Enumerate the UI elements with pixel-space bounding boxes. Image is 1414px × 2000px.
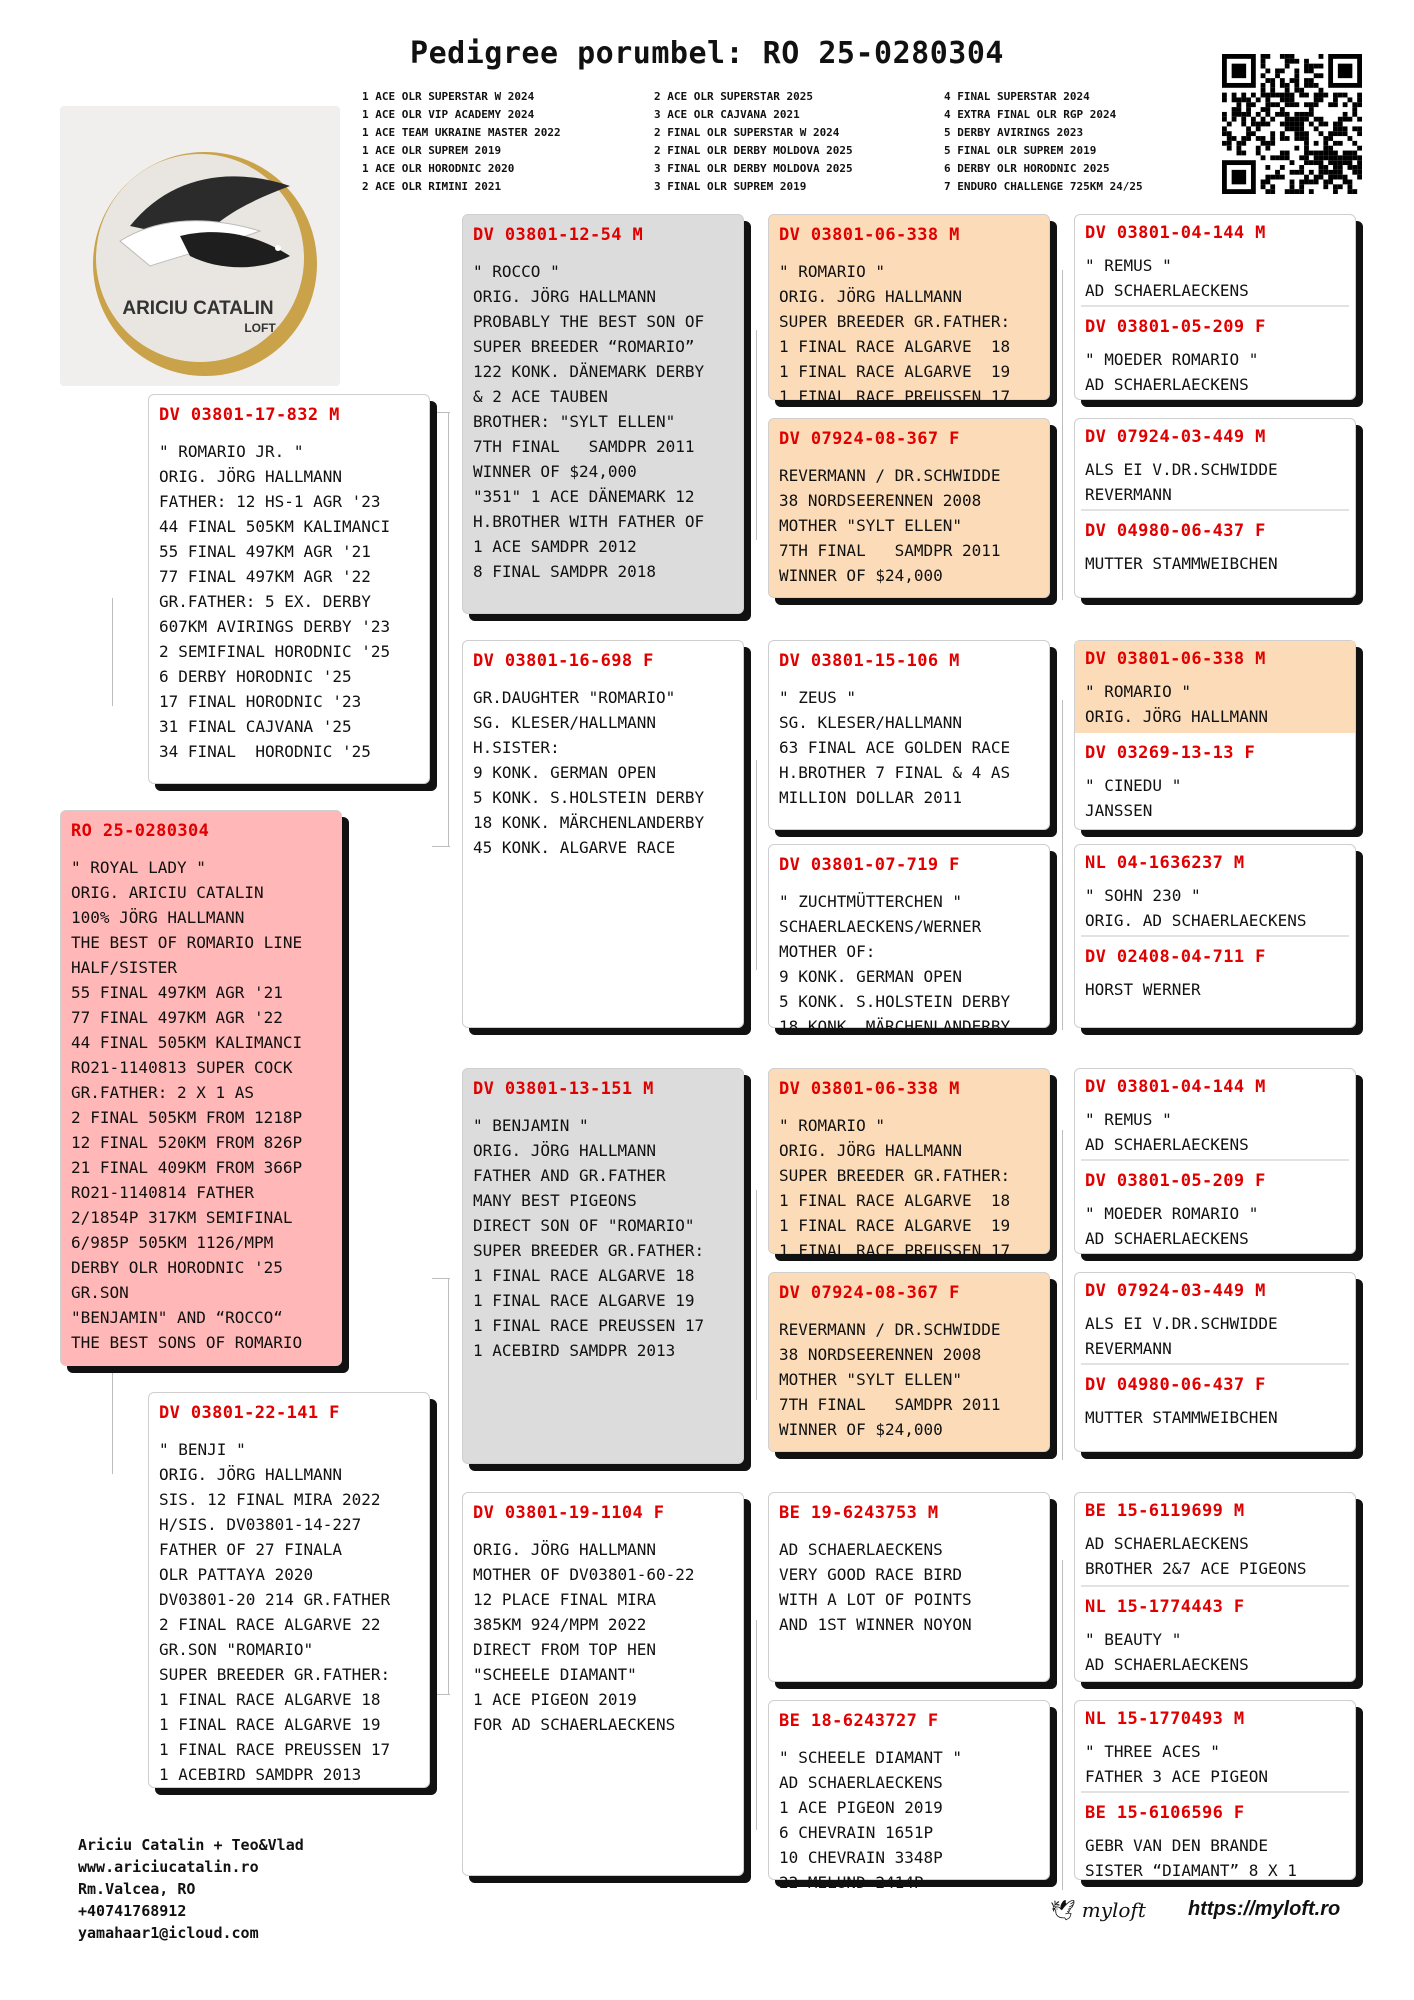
footer-link[interactable]: https://myloft.ro — [1188, 1898, 1341, 1920]
ring-number: NL 04-1636237 M — [1085, 853, 1245, 873]
divider — [1081, 509, 1349, 511]
connector — [432, 1694, 450, 1695]
pigeon-description: " ROMARIO " ORIG. JÖRG HALLMANN SUPER BREEDER GR.FATHER: 1 FINAL RACE ALGARVE 18 1 FINAL RACE ALGARVE 19 1 FINAL RACE PREUSSEN 17 — [779, 1116, 1011, 1260]
ancestor-pair-card[interactable] — [1074, 214, 1356, 400]
ring-number: DV 03801-06-338 M — [1085, 649, 1266, 669]
ring-number: DV 07924-08-367 F — [779, 1283, 960, 1303]
great-grandparent-card[interactable] — [768, 1492, 1050, 1682]
ring-number: DV 07924-08-367 F — [779, 429, 960, 449]
connector — [1062, 1130, 1063, 1460]
great-grandparent-card[interactable] — [768, 1068, 1050, 1260]
ring-number: RO 25-0280304 — [71, 821, 210, 841]
contact-info — [78, 1834, 304, 1944]
pigeon-description: " ROMARIO " ORIG. JÖRG HALLMANN SUPER BREEDER GR.FATHER: 1 FINAL RACE ALGARVE 18 1 FINAL RACE ALGARVE 19 1 FINAL RACE PREUSSEN 17 — [779, 262, 1011, 406]
results-column-3 — [944, 88, 1143, 196]
pigeon-description: " REMUS " AD SCHAERLAECKENS — [1085, 1110, 1249, 1154]
pigeon-description: " REMUS " AD SCHAERLAECKENS — [1085, 256, 1249, 300]
location: Rm.Valcea, RO — [78, 1880, 196, 1898]
pigeon-description: GEBR VAN DEN BRANDE SISTER “DIAMANT” 8 X 1 — [1085, 1836, 1297, 1880]
pigeon-description: " ROYAL LADY " ORIG. ARICIU CATALIN 100% JÖRG HALLMANN THE BEST OF ROMARIO LINE HALF/SISTER 55 FINAL 497KM AGR '21 77 FINAL 497KM AGR '22 44 FINAL 505KM KALIMANCI RO21-1140813 SUPER COCK GR.FATHER: 2 X 1 AS 2 FINAL 505KM FROM 1218P 12 FINAL 520KM FROM 826P 21 FINAL 409KM FROM 366P RO21-1140814 FATHER 2/1854P 317KM SEMIFINAL 6/985P 505KM 1126/MPM DERBY OLR HORODNIC '25 GR.SON "BENJAMIN" AND “ROCCO“ THE BEST SONS OF ROMARIO — [71, 858, 303, 1352]
ring-number: DV 03801-06-338 M — [779, 1079, 960, 1099]
pigeon-description: " SCHEELE DIAMANT " AD SCHAERLAECKENS 1 ACE PIGEON 2019 6 CHEVRAIN 1651P 10 CHEVRAIN 3348P 22 MELUND 2414P — [779, 1748, 963, 1892]
ring-number: DV 04980-06-437 F — [1085, 1375, 1266, 1395]
result-item: 2 FINAL OLR SUPERSTAR W 2024 — [654, 126, 840, 139]
result-item: 1 ACE OLR VIP ACADEMY 2024 — [362, 108, 535, 121]
ring-number: DV 03801-16-698 F — [473, 651, 654, 671]
connector — [112, 598, 113, 706]
connector — [1062, 700, 1063, 1030]
page-title: Pedigree porumbel: RO 25-0280304 — [410, 36, 1004, 71]
result-item: 6 DERBY OLR HORODNIC 2025 — [944, 162, 1110, 175]
logo-text: ARICIU CATALIN — [122, 298, 274, 319]
pigeon-description: AD SCHAERLAECKENS BROTHER 2&7 ACE PIGEONS — [1085, 1534, 1307, 1578]
ring-number: BE 18-6243727 F — [779, 1711, 939, 1731]
logo-subtext: LOFT — [244, 321, 276, 335]
ring-number: DV 03801-07-719 F — [779, 855, 960, 875]
ring-number: DV 03269-13-13 F — [1085, 743, 1256, 763]
ring-number: DV 04980-06-437 F — [1085, 521, 1266, 541]
pigeon-description: " SOHN 230 " ORIG. AD SCHAERLAECKENS — [1085, 886, 1307, 930]
divider — [1081, 935, 1349, 937]
pigeon-description: " BENJI " ORIG. JÖRG HALLMANN SIS. 12 FINAL MIRA 2022 H/SIS. DV03801-14-227 FATHER OF 27 FINALA OLR PATTAYA 2020 DV03801-20 214 GR.FATHER 2 FINAL RACE ALGARVE 22 GR.SON "ROMARIO" SUPER BREEDER GR.FATHER: 1 FINAL RACE ALGARVE 18 1 FINAL RACE ALGARVE 19 1 FINAL RACE PREUSSEN 17 1 ACEBIRD SAMDPR 2013 — [159, 1440, 391, 1784]
ring-number: NL 15-1770493 M — [1085, 1709, 1245, 1729]
brand-name: myloft — [1081, 1898, 1146, 1922]
result-item: 1 ACE TEAM UKRAINE MASTER 2022 — [362, 126, 561, 139]
great-grandparent-card[interactable] — [768, 214, 1050, 406]
results-list — [362, 88, 1242, 198]
ring-number: DV 07924-03-449 M — [1085, 427, 1266, 447]
pigeon-description: " BEAUTY " AD SCHAERLAECKENS — [1085, 1630, 1249, 1674]
results-column-1 — [362, 88, 561, 196]
connector — [432, 412, 450, 413]
result-item: 2 ACE OLR RIMINI 2021 — [362, 180, 502, 193]
ring-number: DV 03801-17-832 M — [159, 405, 340, 425]
result-item: 4 EXTRA FINAL OLR RGP 2024 — [944, 108, 1117, 121]
ring-number: BE 15-6119699 M — [1085, 1501, 1245, 1521]
maternal-grandmother-card[interactable] — [462, 1492, 744, 1876]
result-item: 1 ACE OLR SUPREM 2019 — [362, 144, 502, 157]
paternal-grandmother-card[interactable] — [462, 640, 744, 1028]
result-item: 4 FINAL SUPERSTAR 2024 — [944, 90, 1090, 103]
connector — [756, 1620, 757, 1830]
connector — [432, 1278, 450, 1279]
phone-number[interactable]: +40741768912 — [78, 1902, 187, 1920]
divider — [1081, 1159, 1349, 1161]
connector — [448, 412, 449, 846]
ancestor-pair-card[interactable] — [1074, 1272, 1356, 1452]
ring-number: DV 03801-06-338 M — [779, 225, 960, 245]
pigeon-description: ALS EI V.DR.SCHWIDDE REVERMANN — [1085, 460, 1278, 504]
pigeon-description: " ZUCHTMÜTTERCHEN " SCHAERLAECKENS/WERNER MOTHER OF: 9 KONK. GERMAN OPEN 5 KONK. S.HOLSTEIN DERBY 18 KONK. MÄRCHENLANDERBY — [779, 892, 1011, 1036]
pigeon-description: " ROMARIO JR. " ORIG. JÖRG HALLMANN FATHER: 12 HS-1 AGR '23 44 FINAL 505KM KALIMANCI 55 FINAL 497KM AGR '21 77 FINAL 497KM AGR '22 GR.FATHER: 5 EX. DERBY 607KM AVIRINGS DERBY '23 2 SEMIFINAL HORODNIC '25 6 DERBY HORODNIC '25 17 FINAL HORODNIC '23 31 FINAL CAJVANA '25 34 FINAL HORODNIC '25 — [159, 442, 391, 761]
ring-number: BE 19-6243753 M — [779, 1503, 939, 1523]
result-item: 1 ACE OLR HORODNIC 2020 — [362, 162, 515, 175]
result-item: 7 ENDURO CHALLENGE 725KM 24/25 — [944, 180, 1143, 193]
ring-number: DV 03801-13-151 M — [473, 1079, 654, 1099]
divider — [1081, 1791, 1349, 1793]
divider — [1081, 1585, 1349, 1587]
pigeon-description: " CINEDU " JANSSEN — [1085, 776, 1182, 820]
ring-number: DV 07924-03-449 M — [1085, 1281, 1266, 1301]
ring-number: BE 15-6106596 F — [1085, 1803, 1245, 1823]
ring-number: DV 03801-05-209 F — [1085, 1171, 1266, 1191]
ancestor-pair-card[interactable] — [1074, 844, 1356, 1028]
ancestor-pair-card[interactable] — [1074, 418, 1356, 598]
ancestor-pair-card[interactable] — [1074, 1068, 1356, 1254]
pigeon-description: " THREE ACES " FATHER 3 ACE PIGEON — [1085, 1742, 1269, 1786]
mother-card[interactable] — [148, 1392, 430, 1788]
ring-number: DV 03801-04-144 M — [1085, 1077, 1266, 1097]
pigeon-logo-icon — [60, 106, 340, 386]
result-item: 3 FINAL OLR SUPREM 2019 — [654, 180, 807, 193]
result-item: 2 FINAL OLR DERBY MOLDOVA 2025 — [654, 144, 853, 157]
pigeon-description: MUTTER STAMMWEIBCHEN — [1085, 1408, 1278, 1427]
pigeon-description: GR.DAUGHTER "ROMARIO" SG. KLESER/HALLMANN H.SISTER: 9 KONK. GERMAN OPEN 5 KONK. S.HOLSTEIN DERBY 18 KONK. MÄRCHENLANDERBY 45 KONK. ALGARVE RACE — [473, 688, 705, 857]
divider — [1081, 305, 1349, 307]
result-item: 5 FINAL OLR SUPREM 2019 — [944, 144, 1097, 157]
great-grandparent-card[interactable] — [768, 640, 1050, 830]
father-card[interactable] — [148, 394, 430, 784]
website-link[interactable]: www.ariciucatalin.ro — [78, 1858, 259, 1876]
connector — [448, 1278, 449, 1694]
pigeon-description: HORST WERNER — [1085, 980, 1201, 999]
bird-icon: 🕊 — [1050, 1898, 1076, 1922]
great-grandparent-card[interactable] — [768, 844, 1050, 1036]
connector — [1062, 270, 1063, 600]
great-grandparent-card[interactable] — [768, 1700, 1050, 1892]
connector — [756, 760, 757, 970]
pigeon-description: ORIG. JÖRG HALLMANN MOTHER OF DV03801-60-22 12 PLACE FINAL MIRA 385KM 924/MPM 2022 DIRECT FROM TOP HEN "SCHEELE DIAMANT" 1 ACE PIGEON 2019 FOR AD SCHAERLAECKENS — [473, 1540, 695, 1734]
great-grandparent-card[interactable] — [768, 1272, 1050, 1452]
paternal-grandfather-card[interactable] — [462, 214, 744, 614]
ring-number: DV 03801-04-144 M — [1085, 223, 1266, 243]
connector — [432, 846, 450, 847]
ring-number: DV 03801-19-1104 F — [473, 1503, 665, 1523]
ring-number: DV 03801-05-209 F — [1085, 317, 1266, 337]
pigeon-description: REVERMANN / DR.SCHWIDDE 38 NORDSEERENNEN 2008 MOTHER "SYLT ELLEN" 7TH FINAL SAMDPR 2011 WINNER OF $24,000 — [779, 466, 1001, 585]
connector — [1062, 1560, 1063, 1890]
ancestor-pair-card[interactable] — [1074, 1492, 1356, 1682]
email-link[interactable]: yamahaar1@icloud.com — [78, 1924, 259, 1942]
ring-number: DV 03801-22-141 F — [159, 1403, 340, 1423]
pigeon-description: " ROMARIO " ORIG. JÖRG HALLMANN — [1085, 682, 1269, 726]
divider — [1081, 1363, 1349, 1365]
subject-pigeon-card[interactable] — [60, 810, 342, 1366]
pigeon-description: " BENJAMIN " ORIG. JÖRG HALLMANN FATHER AND GR.FATHER MANY BEST PIGEONS DIRECT SON OF "ROMARIO" SUPER BREEDER GR.FATHER: 1 FINAL RACE ALGARVE 18 1 FINAL RACE ALGARVE 19 1 FINAL RACE PREUSSEN 17 1 ACEBIRD SAMDPR 2013 — [473, 1116, 705, 1360]
maternal-grandfather-card[interactable] — [462, 1068, 744, 1464]
pigeon-description: AD SCHAERLAECKENS VERY GOOD RACE BIRD WITH A LOT OF POINTS AND 1ST WINNER NOYON — [779, 1540, 972, 1634]
qr-code-icon — [1222, 54, 1362, 194]
pigeon-description: MUTTER STAMMWEIBCHEN — [1085, 554, 1278, 573]
ring-number: DV 03801-15-106 M — [779, 651, 960, 671]
pigeon-description: REVERMANN / DR.SCHWIDDE 38 NORDSEERENNEN 2008 MOTHER "SYLT ELLEN" 7TH FINAL SAMDPR 2011 WINNER OF $24,000 — [779, 1320, 1001, 1439]
great-grandparent-card[interactable] — [768, 418, 1050, 598]
ring-number: DV 03801-12-54 M — [473, 225, 644, 245]
myloft-logo — [1050, 1898, 1146, 1922]
owner-name: Ariciu Catalin + Teo&Vlad — [78, 1836, 304, 1854]
ring-number: NL 15-1774443 F — [1085, 1597, 1245, 1617]
pigeon-description: " MOEDER ROMARIO " AD SCHAERLAECKENS — [1085, 1204, 1259, 1248]
result-item: 5 DERBY AVIRINGS 2023 — [944, 126, 1084, 139]
connector — [756, 330, 757, 540]
ring-number: DV 02408-04-711 F — [1085, 947, 1266, 967]
results-column-2 — [654, 88, 853, 196]
ancestor-pair-card[interactable] — [1074, 640, 1356, 830]
result-item: 1 ACE OLR SUPERSTAR W 2024 — [362, 90, 535, 103]
pigeon-description: ALS EI V.DR.SCHWIDDE REVERMANN — [1085, 1314, 1278, 1358]
ancestor-pair-card[interactable] — [1074, 1700, 1356, 1880]
result-item: 2 ACE OLR SUPERSTAR 2025 — [654, 90, 813, 103]
result-item: 3 FINAL OLR DERBY MOLDOVA 2025 — [654, 162, 853, 175]
connector — [756, 1190, 757, 1400]
loft-logo — [60, 106, 340, 386]
pigeon-description: " ZEUS " SG. KLESER/HALLMANN 63 FINAL ACE GOLDEN RACE H.BROTHER 7 FINAL & 4 AS MILLION DOLLAR 2011 — [779, 688, 1011, 807]
pigeon-description: " MOEDER ROMARIO " AD SCHAERLAECKENS — [1085, 350, 1259, 394]
pigeon-description: " ROCCO " ORIG. JÖRG HALLMANN PROBABLY THE BEST SON OF SUPER BREEDER “ROMARIO” 122 KONK. DÄNEMARK DERBY & 2 ACE TAUBEN BROTHER: "SYLT ELLEN" 7TH FINAL SAMDPR 2011 WINNER OF $24,000 "351" 1 ACE DÄNEMARK 12 H.BROTHER WITH FATHER OF 1 ACE SAMDPR 2012 8 FINAL SAMDPR 2018 — [473, 262, 705, 581]
connector — [112, 1370, 113, 1474]
result-item: 3 ACE OLR CAJVANA 2021 — [654, 108, 800, 121]
